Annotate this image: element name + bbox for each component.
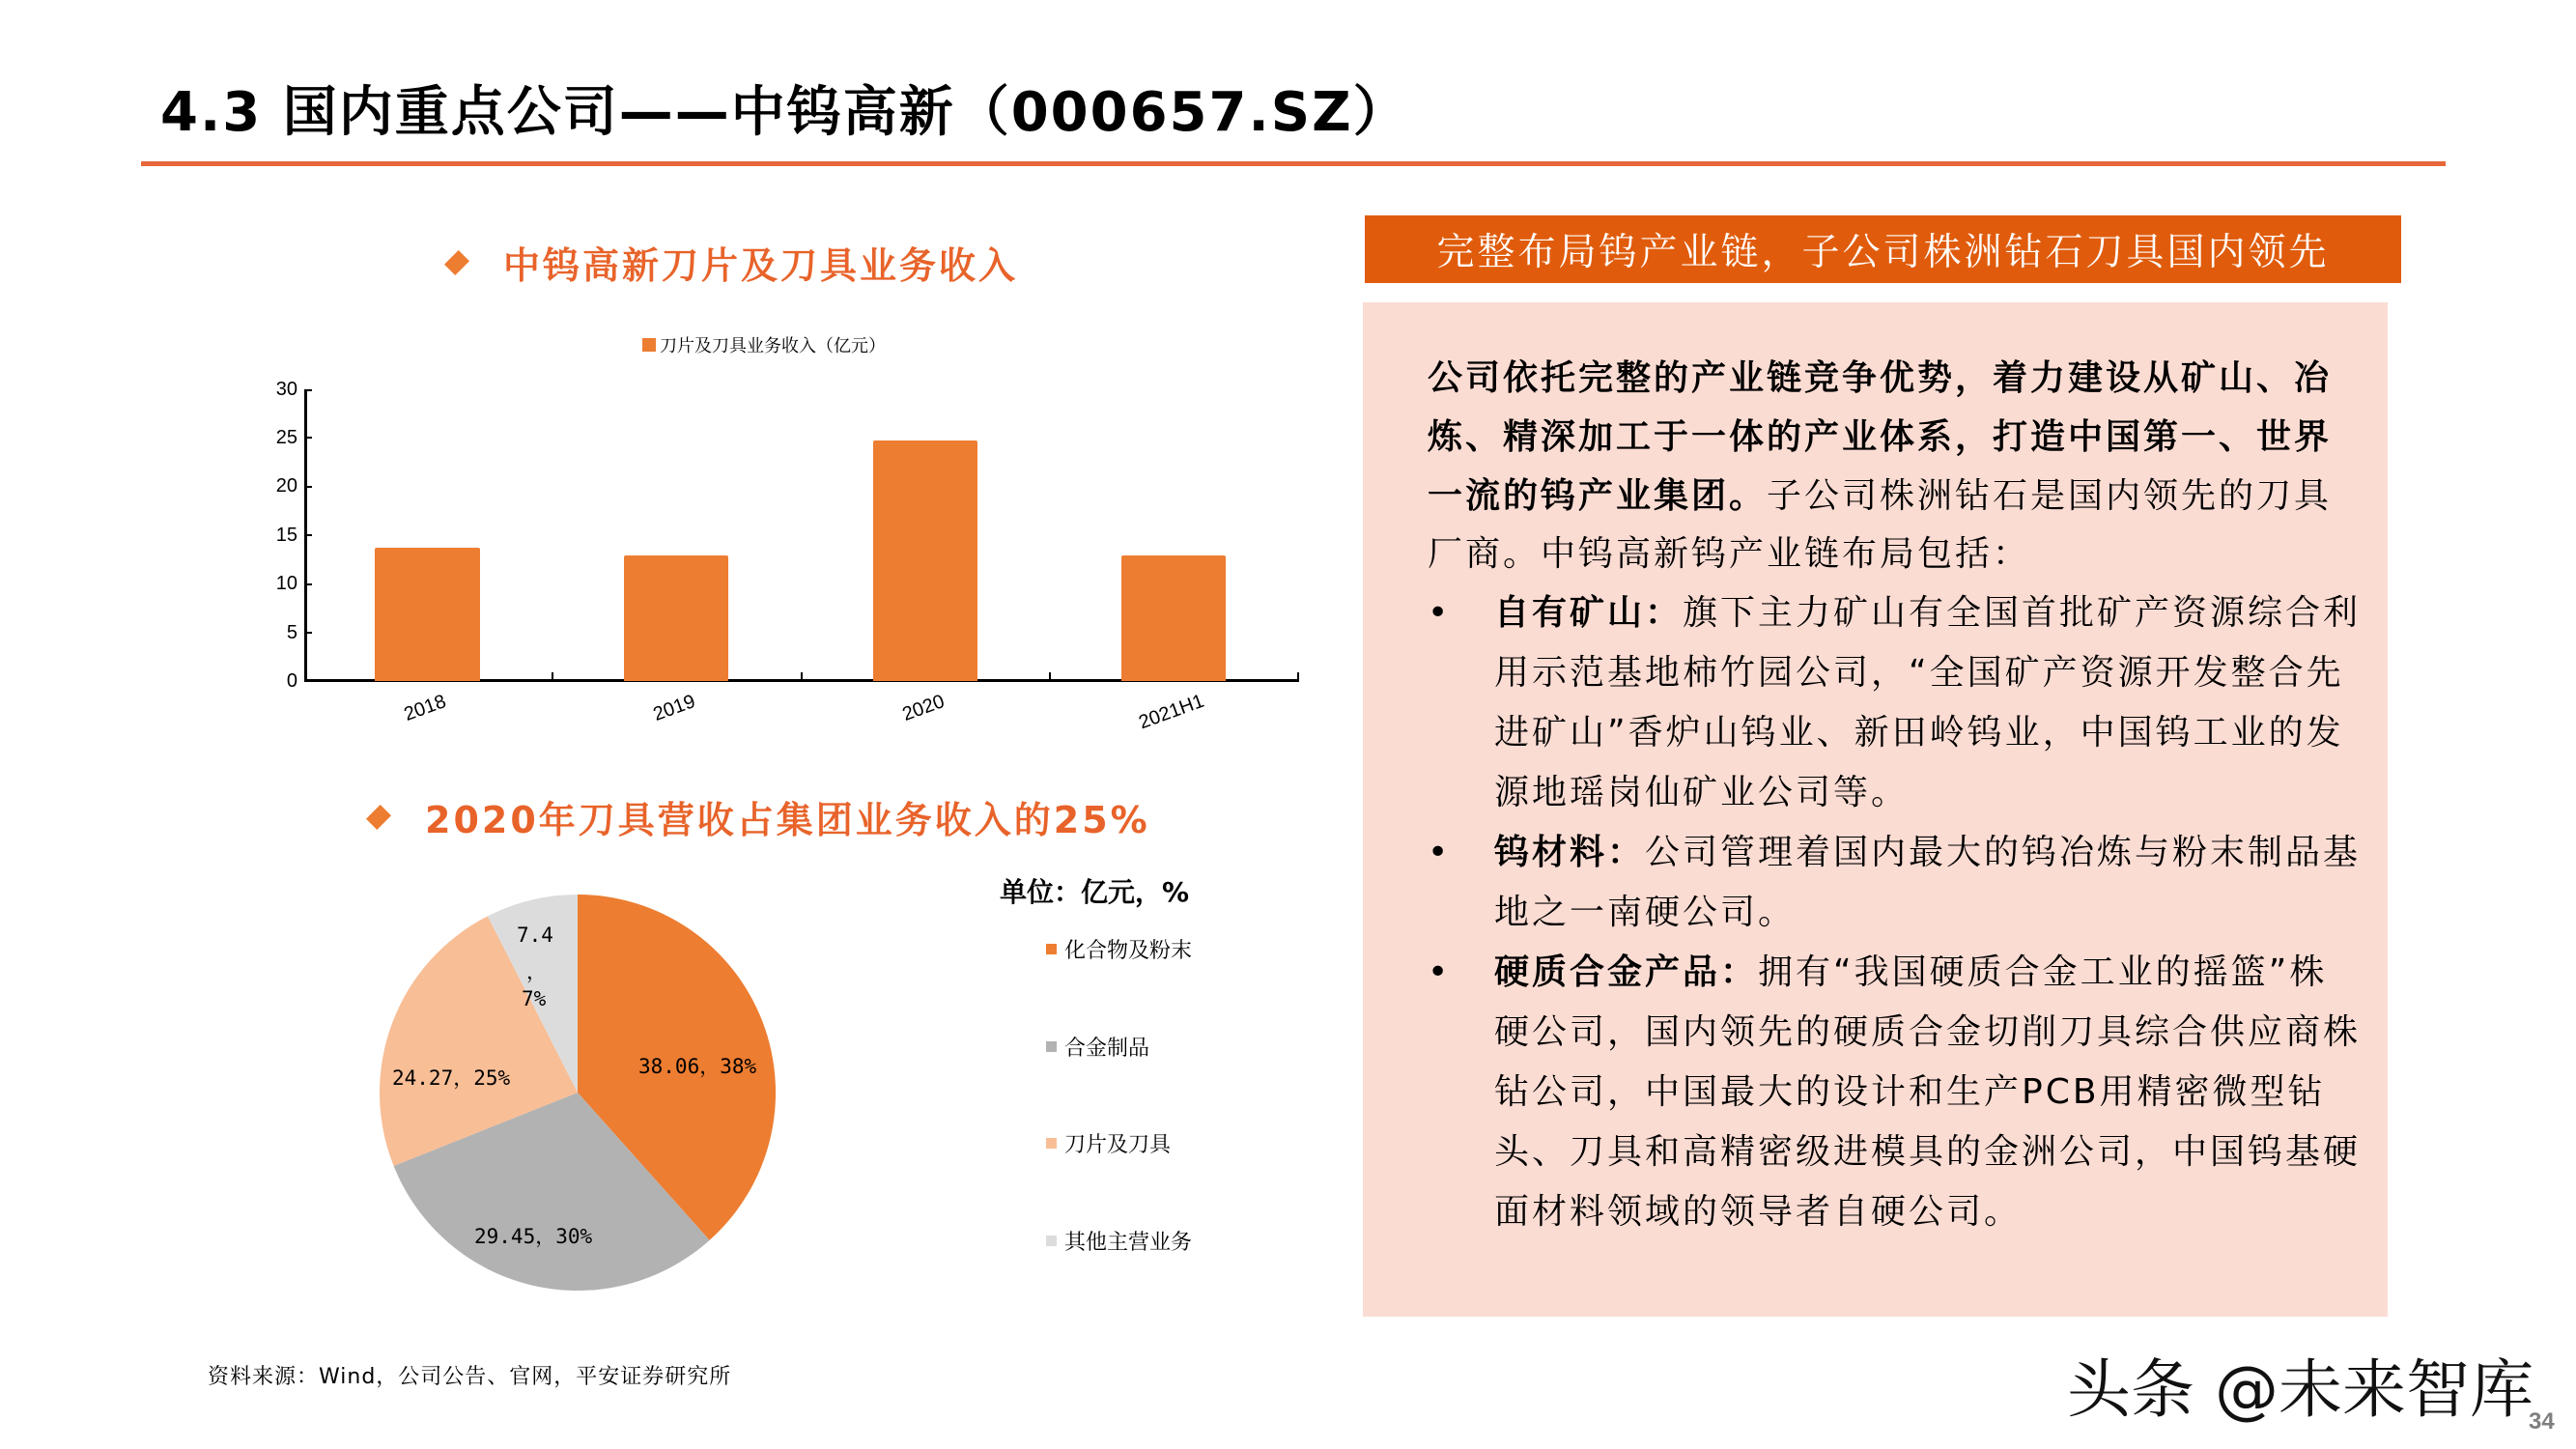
intro-bold-text: 一流的钨产业集团。 — [1428, 476, 1768, 516]
y-tick — [304, 486, 312, 488]
watermark: 头条 @未来智库 — [2067, 1352, 2534, 1427]
pie-legend-item — [1046, 1128, 1171, 1158]
intro-line — [1428, 467, 2332, 526]
bullet-line — [1494, 583, 2361, 642]
bullet-line: 进矿山”香炉山钨业、新田岭钨业，中国钨工业的发 — [1494, 713, 2344, 753]
y-tick-label: 0 — [286, 670, 297, 692]
bullet-line — [1494, 823, 2361, 882]
bullet-label: 钨材料： — [1494, 833, 1646, 872]
page-title: 4.3 国内重点公司——中钨高新（000657.SZ） — [160, 81, 1409, 144]
y-tick-label: 20 — [275, 475, 297, 497]
pie-legend-item — [1046, 934, 1192, 964]
bar-chart-legend — [642, 332, 886, 357]
pie-legend-label: 刀片及刀具 — [1064, 1133, 1172, 1157]
pie-legend-label: 其他主营业务 — [1064, 1231, 1193, 1255]
y-tick — [304, 437, 312, 439]
bar-chart — [251, 319, 1333, 744]
legend-swatch-icon — [1046, 1041, 1057, 1052]
page-number: 34 — [2529, 1408, 2555, 1435]
pie-unit-label: 单位：亿元，% — [1000, 876, 1190, 908]
pie-section-title-text: 2020年刀具营收占集团业务收入的25% — [425, 799, 1150, 841]
bar-legend-label: 刀片及刀具业务收入（亿元） — [660, 336, 886, 356]
intro-line — [1428, 349, 2332, 408]
pie-label-other-pct: 7% — [522, 987, 547, 1010]
legend-swatch-icon — [1046, 1138, 1057, 1149]
pie-legend-label: 合金制品 — [1064, 1037, 1150, 1061]
title-divider — [141, 161, 2446, 166]
pie-label-alloy: 29.45，30% — [474, 1225, 593, 1248]
x-tick-label: 2019 — [650, 691, 698, 725]
x-tick-label: 2020 — [899, 691, 948, 725]
source-note: 资料来源：Wind，公司公告、官网，平安证券研究所 — [208, 1365, 732, 1389]
bullet-dot-icon: • — [1428, 593, 1449, 633]
bullet-dot-icon: • — [1428, 952, 1449, 992]
bullet-label: 自有矿山： — [1494, 593, 1684, 633]
y-tick-label: 10 — [275, 573, 297, 594]
intro-bold-text: 炼、精深加工于一体的产业体系，打造中国第一、世界 — [1428, 417, 2333, 457]
bullet-line: 用示范基地柿竹园公司，“全国矿产资源开发整合先 — [1494, 653, 2344, 693]
intro-line — [1428, 408, 2332, 467]
bullet-line: 硬公司，国内领先的硬质合金切削刀具综合供应商株 — [1494, 1012, 2362, 1052]
x-tick — [1049, 672, 1051, 681]
bar-2021h1 — [1121, 555, 1226, 681]
bullet-line: 面材料领域的领导者自硬公司。 — [1494, 1192, 2023, 1232]
bullet-text: 旗下主力矿山有全国首批矿产资源综合利 — [1683, 593, 2362, 633]
pie-label-compounds: 38.06，38% — [638, 1055, 757, 1078]
bar-2019 — [624, 555, 728, 681]
x-tick — [552, 672, 553, 681]
bullet-dot-icon: • — [1428, 833, 1449, 872]
diamond-bullet-icon — [366, 804, 391, 829]
bullet-line: 源地瑶岗仙矿业公司等。 — [1494, 773, 1910, 812]
y-tick-label: 25 — [275, 427, 297, 448]
bar-2018 — [375, 548, 480, 681]
bullet-label: 硬质合金产品： — [1494, 952, 1759, 992]
intro-bold-text: 公司依托完整的产业链竞争优势，着力建设从矿山、冶 — [1428, 358, 2333, 398]
x-tick — [1297, 672, 1299, 681]
bar-section-title-text: 中钨高新刀片及刀具业务收入 — [503, 244, 1019, 287]
pie-legend-label: 化合物及粉末 — [1064, 939, 1193, 963]
legend-swatch-icon — [642, 338, 656, 352]
diamond-bullet-icon — [444, 249, 469, 274]
x-tick-label: 2021H1 — [1136, 690, 1207, 734]
pie-label-other-value: 7.4 — [517, 923, 553, 947]
y-tick-label: 15 — [275, 525, 297, 546]
intro-text: 子公司株洲钻石是国内领先的刀具 — [1767, 476, 2333, 516]
y-tick — [304, 389, 312, 391]
intro-text: 厂商。中钨高新钨产业链布局包括： — [1428, 534, 2031, 574]
y-tick — [304, 632, 312, 634]
y-tick — [304, 534, 312, 536]
bullet-line: 地之一南硬公司。 — [1494, 893, 1797, 932]
bullet-line — [1494, 943, 2327, 1002]
bullet-text: 拥有“我国硬质合金工业的摇篮”株 — [1758, 952, 2328, 992]
legend-swatch-icon — [1046, 1236, 1057, 1246]
y-tick-label: 30 — [275, 379, 297, 400]
bullet-line: 头、刀具和高精密级进模具的金洲公司，中国钨基硬 — [1494, 1132, 2362, 1172]
pie-label-tools: 24.27，25% — [392, 1066, 511, 1090]
bar-section-title — [449, 236, 1018, 289]
pie-section-title — [371, 790, 1150, 843]
pie-legend-item — [1046, 1032, 1149, 1062]
bar-2020 — [873, 440, 977, 681]
y-tick — [304, 583, 312, 585]
y-tick-label: 5 — [286, 622, 297, 643]
panel-header: 完整布局钨产业链，子公司株洲钻石刀具国内领先 — [1365, 215, 2401, 283]
legend-swatch-icon — [1046, 944, 1057, 954]
x-tick — [801, 672, 803, 681]
pie-label-other-sep: ， — [526, 960, 547, 983]
bullet-text: 公司管理着国内最大的钨冶炼与粉末制品基 — [1645, 833, 2362, 872]
pie-legend-item — [1046, 1226, 1192, 1256]
intro-line — [1428, 525, 2030, 583]
bullet-line: 钻公司，中国最大的设计和生产PCB用精密微型钻 — [1494, 1072, 2326, 1112]
x-tick-label: 2018 — [401, 691, 449, 725]
